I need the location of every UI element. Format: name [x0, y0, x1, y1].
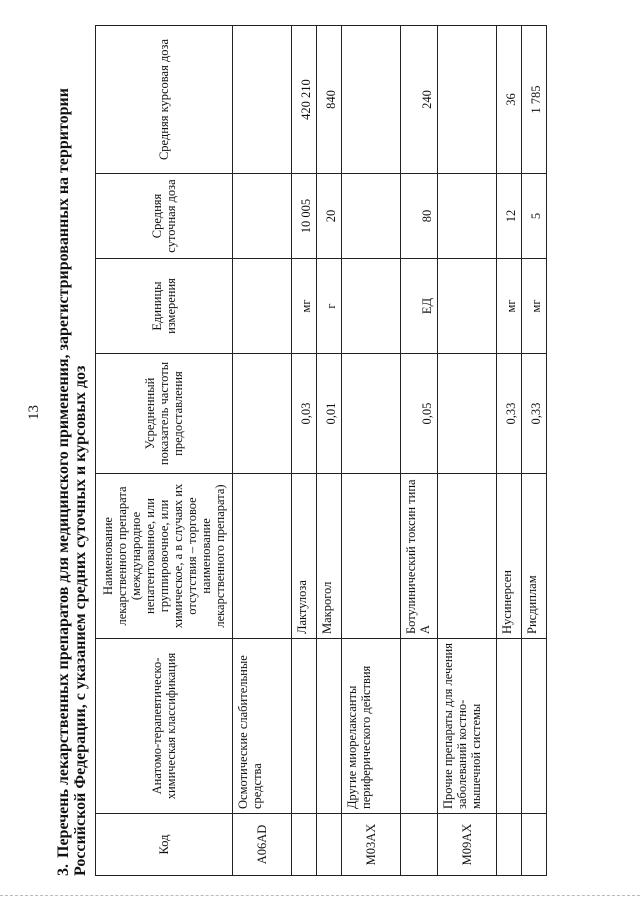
cell-frequency: 0,05	[401, 354, 438, 474]
cell-daily-dose: 5	[522, 174, 547, 259]
cell-code	[522, 814, 547, 876]
table-row	[522, 26, 547, 876]
table-header-row	[96, 26, 233, 876]
header-code: Код	[96, 814, 233, 876]
cell-daily-dose	[438, 174, 497, 259]
cell-unit	[342, 259, 401, 354]
cell-unit: г	[317, 259, 342, 354]
cell-course-dose: 1 785	[522, 26, 547, 174]
cell-daily-dose	[342, 174, 401, 259]
cell-drug-name	[342, 474, 401, 639]
section-title: Перечень лекарственных препаратов для медицинского применения, зарегистрированных на территории Российской Федерации, с указанием средних суточных и курсовых доз	[55, 88, 89, 876]
table-body	[233, 26, 547, 876]
cell-frequency	[342, 354, 401, 474]
document-content	[55, 26, 547, 876]
cell-atc	[401, 639, 438, 814]
cell-frequency	[438, 354, 497, 474]
cell-atc	[317, 639, 342, 814]
header-course-dose: Средняя курсовая доза	[96, 26, 233, 174]
cell-course-dose: 240	[401, 26, 438, 174]
header-unit: Единицы измерения	[96, 259, 233, 354]
cell-course-dose: 840	[317, 26, 342, 174]
table-row	[233, 26, 292, 876]
table-row	[292, 26, 317, 876]
table-row	[497, 26, 522, 876]
cell-unit: мг	[292, 259, 317, 354]
drug-table	[95, 25, 547, 876]
cell-drug-name	[233, 474, 292, 639]
cell-unit: ЕД	[401, 259, 438, 354]
cell-code	[292, 814, 317, 876]
cell-drug-name	[438, 474, 497, 639]
cell-drug-name: Ботулинический токсин типа А	[401, 474, 438, 639]
table-row	[342, 26, 401, 876]
cell-daily-dose	[233, 174, 292, 259]
cell-drug-name: Лактулоза	[292, 474, 317, 639]
table-row	[317, 26, 342, 876]
cell-drug-name: Нусинерсен	[497, 474, 522, 639]
cell-frequency: 0,33	[522, 354, 547, 474]
table-row	[401, 26, 438, 876]
header-daily-dose: Средняя суточная доза	[96, 174, 233, 259]
cell-atc	[522, 639, 547, 814]
cell-frequency: 0,01	[317, 354, 342, 474]
cell-daily-dose: 20	[317, 174, 342, 259]
cell-code: M09AX	[438, 814, 497, 876]
cell-drug-name: Макрогол	[317, 474, 342, 639]
section-heading	[55, 26, 89, 876]
cell-atc: Осмотические слабительные средства	[233, 639, 292, 814]
cell-frequency: 0,03	[292, 354, 317, 474]
section-number: 3.	[55, 864, 72, 876]
header-frequency: Усредненный показатель частоты предоставления	[96, 354, 233, 474]
cell-code	[401, 814, 438, 876]
cell-daily-dose: 80	[401, 174, 438, 259]
cell-code	[497, 814, 522, 876]
scan-edge-line	[0, 895, 640, 897]
cell-code: M03AX	[342, 814, 401, 876]
header-atc: Анатомо-терапевтическо-химическая классификация	[96, 639, 233, 814]
page-number: 13	[26, 405, 42, 420]
cell-frequency	[233, 354, 292, 474]
cell-course-dose	[438, 26, 497, 174]
cell-frequency: 0,33	[497, 354, 522, 474]
cell-drug-name: Рисдиплам	[522, 474, 547, 639]
cell-course-dose: 36	[497, 26, 522, 174]
cell-code	[317, 814, 342, 876]
cell-daily-dose: 10 005	[292, 174, 317, 259]
header-drug-name: Наименование лекарственного препарата (международное непатентованное, или группировочное, или химическое, а в случаях их отсутствия – торговое наименование лекарственного препарата)	[96, 474, 233, 639]
cell-course-dose	[342, 26, 401, 174]
cell-unit: мг	[522, 259, 547, 354]
rotated-page	[0, 1, 640, 901]
cell-atc	[292, 639, 317, 814]
cell-course-dose	[233, 26, 292, 174]
cell-daily-dose: 12	[497, 174, 522, 259]
cell-atc: Прочие препараты для лечения заболеваний костно-мышечной системы	[438, 639, 497, 814]
cell-atc	[497, 639, 522, 814]
cell-unit: мг	[497, 259, 522, 354]
cell-code: A06AD	[233, 814, 292, 876]
cell-atc: Другие миорелаксанты периферического действия	[342, 639, 401, 814]
cell-unit	[233, 259, 292, 354]
cell-course-dose: 420 210	[292, 26, 317, 174]
table-row	[438, 26, 497, 876]
cell-unit	[438, 259, 497, 354]
